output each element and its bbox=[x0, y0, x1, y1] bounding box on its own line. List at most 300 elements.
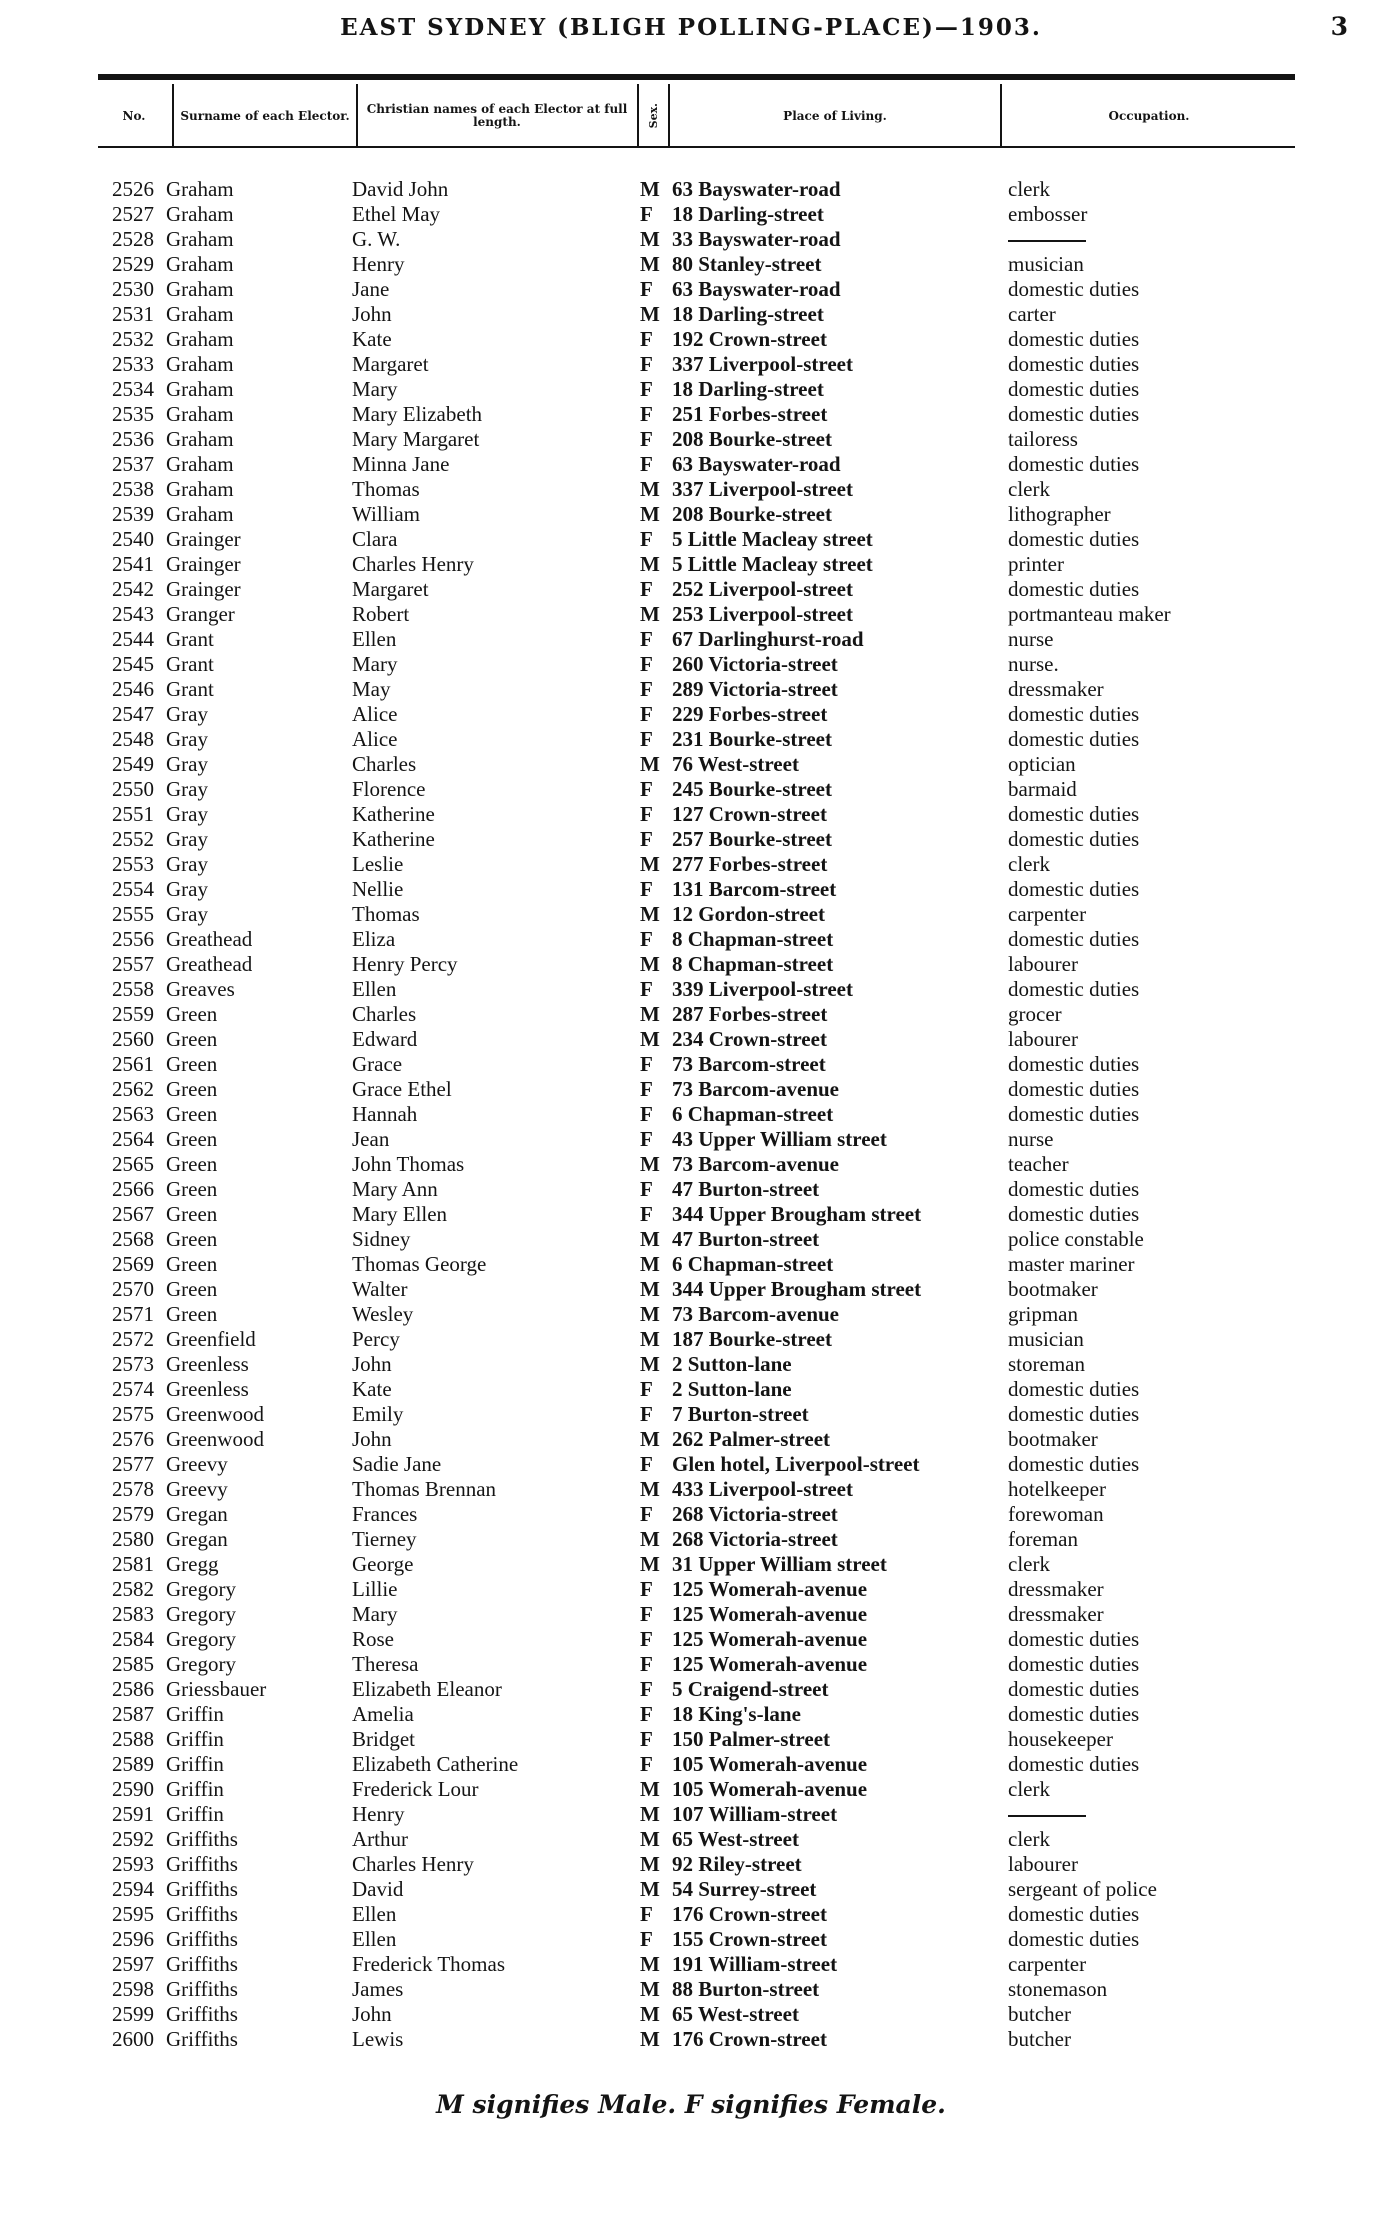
elector-sex: F bbox=[640, 452, 653, 476]
elector-place-of-living: 234 Crown-street bbox=[672, 1027, 827, 1051]
elector-sex: M bbox=[640, 502, 660, 526]
table-row bbox=[0, 1677, 1382, 1702]
elector-occupation: domestic duties bbox=[1008, 727, 1140, 751]
elector-surname: Green bbox=[166, 1227, 218, 1251]
elector-christian-names: Frederick Thomas bbox=[352, 1952, 505, 1976]
elector-occupation: foreman bbox=[1008, 1527, 1078, 1551]
elector-christian-names: Jean bbox=[352, 1127, 390, 1151]
elector-surname: Grant bbox=[166, 627, 214, 651]
elector-number: 2534 bbox=[112, 377, 154, 401]
table-row bbox=[0, 977, 1382, 1002]
elector-surname: Graham bbox=[166, 327, 234, 351]
elector-christian-names: Leslie bbox=[352, 852, 404, 876]
table-row bbox=[0, 1052, 1382, 1077]
elector-christian-names: Henry bbox=[352, 252, 405, 276]
elector-number: 2563 bbox=[112, 1102, 154, 1126]
elector-number: 2594 bbox=[112, 1877, 154, 1901]
elector-surname: Gregory bbox=[166, 1627, 236, 1651]
elector-sex: F bbox=[640, 327, 653, 351]
elector-sex: F bbox=[640, 1127, 653, 1151]
elector-sex: M bbox=[640, 1427, 660, 1451]
table-row bbox=[0, 1427, 1382, 1452]
elector-number: 2531 bbox=[112, 302, 154, 326]
elector-christian-names: Ethel May bbox=[352, 202, 441, 226]
table-row bbox=[0, 952, 1382, 977]
table-row bbox=[0, 802, 1382, 827]
header-bottom-rule bbox=[98, 146, 1295, 148]
table-row bbox=[0, 1877, 1382, 1902]
elector-occupation: dressmaker bbox=[1008, 1602, 1104, 1626]
elector-surname: Gregory bbox=[166, 1577, 236, 1601]
table-row bbox=[0, 752, 1382, 777]
elector-christian-names: Thomas George bbox=[352, 1252, 487, 1276]
elector-surname: Greenless bbox=[166, 1377, 249, 1401]
elector-christian-names: Nellie bbox=[352, 877, 404, 901]
elector-number: 2548 bbox=[112, 727, 154, 751]
elector-christian-names: William bbox=[352, 502, 420, 526]
elector-christian-names: Mary Ann bbox=[352, 1177, 438, 1201]
table-row bbox=[0, 452, 1382, 477]
elector-place-of-living: 65 West-street bbox=[672, 2002, 799, 2026]
elector-number: 2587 bbox=[112, 1702, 154, 1726]
elector-surname: Graham bbox=[166, 227, 234, 251]
elector-christian-names: Ellen bbox=[352, 627, 397, 651]
elector-number: 2555 bbox=[112, 902, 154, 926]
elector-place-of-living: 31 Upper William street bbox=[672, 1552, 887, 1576]
column-header-place: Place of Living. bbox=[783, 108, 887, 123]
elector-number: 2589 bbox=[112, 1752, 154, 1776]
elector-occupation: domestic duties bbox=[1008, 352, 1140, 376]
elector-number: 2564 bbox=[112, 1127, 154, 1151]
elector-christian-names: Charles Henry bbox=[352, 552, 474, 576]
elector-place-of-living: 63 Bayswater-road bbox=[672, 177, 841, 201]
elector-surname: Graham bbox=[166, 252, 234, 276]
elector-surname: Gray bbox=[166, 727, 208, 751]
elector-number: 2583 bbox=[112, 1602, 154, 1626]
elector-sex: F bbox=[640, 427, 653, 451]
elector-christian-names: Walter bbox=[352, 1277, 408, 1301]
table-row bbox=[0, 1077, 1382, 1102]
elector-number: 2590 bbox=[112, 1777, 154, 1801]
elector-surname: Gray bbox=[166, 852, 208, 876]
elector-number: 2554 bbox=[112, 877, 154, 901]
elector-place-of-living: 245 Bourke-street bbox=[672, 777, 832, 801]
elector-occupation: carter bbox=[1008, 302, 1056, 326]
elector-sex: M bbox=[640, 1227, 660, 1251]
elector-number: 2536 bbox=[112, 427, 154, 451]
elector-place-of-living: 6 Chapman-street bbox=[672, 1252, 834, 1276]
table-row bbox=[0, 1452, 1382, 1477]
elector-number: 2551 bbox=[112, 802, 154, 826]
table-row bbox=[0, 877, 1382, 902]
elector-christian-names: Mary Margaret bbox=[352, 427, 480, 451]
elector-place-of-living: 252 Liverpool-street bbox=[672, 577, 853, 601]
elector-occupation: domestic duties bbox=[1008, 1902, 1140, 1926]
elector-christian-names: Mary bbox=[352, 1602, 398, 1626]
elector-christian-names: Bridget bbox=[352, 1727, 415, 1751]
elector-surname: Griffiths bbox=[166, 1952, 238, 1976]
elector-christian-names: Lewis bbox=[352, 2027, 404, 2051]
elector-occupation: domestic duties bbox=[1008, 1752, 1140, 1776]
elector-sex: F bbox=[640, 1752, 653, 1776]
elector-sex: M bbox=[640, 252, 660, 276]
elector-christian-names: Eliza bbox=[352, 927, 396, 951]
elector-christian-names: Frances bbox=[352, 1502, 418, 1526]
elector-number: 2529 bbox=[112, 252, 154, 276]
elector-number: 2567 bbox=[112, 1202, 154, 1226]
elector-occupation: bootmaker bbox=[1008, 1277, 1098, 1301]
elector-place-of-living: 192 Crown-street bbox=[672, 327, 827, 351]
elector-sex: F bbox=[640, 802, 653, 826]
elector-number: 2543 bbox=[112, 602, 154, 626]
elector-place-of-living: 2 Sutton-lane bbox=[672, 1352, 792, 1376]
table-row bbox=[0, 227, 1382, 252]
elector-occupation: barmaid bbox=[1008, 777, 1077, 801]
elector-number: 2598 bbox=[112, 1977, 154, 2001]
elector-place-of-living: 251 Forbes-street bbox=[672, 402, 828, 426]
elector-occupation: musician bbox=[1008, 252, 1084, 276]
table-row bbox=[0, 1127, 1382, 1152]
elector-number: 2576 bbox=[112, 1427, 154, 1451]
elector-surname: Griessbauer bbox=[166, 1677, 267, 1701]
elector-number: 2582 bbox=[112, 1577, 154, 1601]
table-row bbox=[0, 277, 1382, 302]
elector-number: 2538 bbox=[112, 477, 154, 501]
table-row bbox=[0, 1527, 1382, 1552]
elector-surname: Gray bbox=[166, 877, 208, 901]
elector-place-of-living: 63 Bayswater-road bbox=[672, 277, 841, 301]
elector-christian-names: Katherine bbox=[352, 827, 435, 851]
elector-surname: Graham bbox=[166, 352, 234, 376]
elector-sex: F bbox=[640, 1652, 653, 1676]
table-row bbox=[0, 652, 1382, 677]
elector-sex: M bbox=[640, 177, 660, 201]
elector-surname: Gray bbox=[166, 802, 208, 826]
elector-place-of-living: 268 Victoria-street bbox=[672, 1502, 838, 1526]
elector-sex: F bbox=[640, 1502, 653, 1526]
header-top-rule bbox=[98, 74, 1295, 80]
elector-christian-names: John bbox=[352, 1352, 392, 1376]
elector-christian-names: Charles bbox=[352, 1002, 417, 1026]
table-row bbox=[0, 1152, 1382, 1177]
elector-occupation: domestic duties bbox=[1008, 1927, 1140, 1951]
elector-sex: F bbox=[640, 1727, 653, 1751]
elector-christian-names: Henry Percy bbox=[352, 952, 458, 976]
table-row bbox=[0, 1327, 1382, 1352]
elector-place-of-living: 433 Liverpool-street bbox=[672, 1477, 853, 1501]
elector-surname: Graham bbox=[166, 502, 234, 526]
elector-sex: M bbox=[640, 1252, 660, 1276]
elector-sex: F bbox=[640, 1377, 653, 1401]
elector-place-of-living: 18 Darling-street bbox=[672, 202, 824, 226]
elector-surname: Graham bbox=[166, 202, 234, 226]
table-row bbox=[0, 1377, 1382, 1402]
elector-christian-names: Ellen bbox=[352, 977, 397, 1001]
elector-occupation bbox=[1008, 227, 1086, 252]
elector-occupation: labourer bbox=[1008, 952, 1078, 976]
elector-occupation: grocer bbox=[1008, 1002, 1062, 1026]
table-row bbox=[0, 1652, 1382, 1677]
elector-sex: M bbox=[640, 227, 660, 251]
elector-surname: Griffin bbox=[166, 1727, 224, 1751]
elector-christian-names: Jane bbox=[352, 277, 390, 301]
elector-christian-names: Mary Elizabeth bbox=[352, 402, 483, 426]
column-header-no: No. bbox=[122, 108, 146, 123]
elector-place-of-living: 339 Liverpool-street bbox=[672, 977, 853, 1001]
table-row bbox=[0, 1302, 1382, 1327]
elector-christian-names: Amelia bbox=[352, 1702, 414, 1726]
elector-surname: Gregg bbox=[166, 1552, 219, 1576]
elector-surname: Gray bbox=[166, 702, 208, 726]
elector-surname: Granger bbox=[166, 602, 235, 626]
elector-place-of-living: 18 Darling-street bbox=[672, 377, 824, 401]
table-row bbox=[0, 577, 1382, 602]
elector-occupation: domestic duties bbox=[1008, 1627, 1140, 1651]
elector-occupation: domestic duties bbox=[1008, 377, 1140, 401]
elector-sex: F bbox=[640, 1402, 653, 1426]
elector-christian-names: Hannah bbox=[352, 1102, 418, 1126]
elector-sex: M bbox=[640, 1802, 660, 1826]
page-number: 3 bbox=[1330, 12, 1348, 41]
elector-number: 2557 bbox=[112, 952, 154, 976]
table-row bbox=[0, 1277, 1382, 1302]
elector-occupation: teacher bbox=[1008, 1152, 1069, 1176]
elector-place-of-living: 125 Womerah-avenue bbox=[672, 1627, 868, 1651]
elector-christian-names: Alice bbox=[352, 727, 398, 751]
elector-surname: Gray bbox=[166, 827, 208, 851]
elector-place-of-living: 231 Bourke-street bbox=[672, 727, 832, 751]
elector-christian-names: John bbox=[352, 2002, 392, 2026]
table-row bbox=[0, 852, 1382, 877]
elector-surname: Gray bbox=[166, 777, 208, 801]
elector-christian-names: Thomas bbox=[352, 477, 420, 501]
elector-place-of-living: 5 Little Macleay street bbox=[672, 527, 873, 551]
elector-place-of-living: 92 Riley-street bbox=[672, 1852, 802, 1876]
elector-number: 2540 bbox=[112, 527, 154, 551]
elector-christian-names: Florence bbox=[352, 777, 426, 801]
table-row bbox=[0, 527, 1382, 552]
elector-occupation: portmanteau maker bbox=[1008, 602, 1171, 626]
elector-surname: Greathead bbox=[166, 952, 253, 976]
elector-place-of-living: 337 Liverpool-street bbox=[672, 352, 853, 376]
elector-sex: F bbox=[640, 927, 653, 951]
elector-christian-names: Katherine bbox=[352, 802, 435, 826]
table-row bbox=[0, 1552, 1382, 1577]
elector-place-of-living: 76 West-street bbox=[672, 752, 799, 776]
elector-christian-names: Margaret bbox=[352, 577, 429, 601]
elector-sex: F bbox=[640, 777, 653, 801]
elector-place-of-living: 337 Liverpool-street bbox=[672, 477, 853, 501]
elector-number: 2571 bbox=[112, 1302, 154, 1326]
elector-occupation: musician bbox=[1008, 1327, 1084, 1351]
table-row bbox=[0, 1902, 1382, 1927]
elector-christian-names: John bbox=[352, 1427, 392, 1451]
elector-christian-names: George bbox=[352, 1552, 414, 1576]
elector-place-of-living: 191 William-street bbox=[672, 1952, 838, 1976]
elector-place-of-living: 208 Bourke-street bbox=[672, 502, 832, 526]
elector-surname: Green bbox=[166, 1102, 218, 1126]
table-row bbox=[0, 1027, 1382, 1052]
elector-place-of-living: 260 Victoria-street bbox=[672, 652, 838, 676]
elector-sex: F bbox=[640, 402, 653, 426]
table-row bbox=[0, 2027, 1382, 2052]
table-row bbox=[0, 1927, 1382, 1952]
elector-sex: F bbox=[640, 527, 653, 551]
elector-place-of-living: 33 Bayswater-road bbox=[672, 227, 841, 251]
elector-surname: Greenless bbox=[166, 1352, 249, 1376]
elector-occupation: lithographer bbox=[1008, 502, 1111, 526]
elector-sex: M bbox=[640, 902, 660, 926]
elector-surname: Grainger bbox=[166, 577, 241, 601]
elector-surname: Grant bbox=[166, 677, 214, 701]
elector-number: 2577 bbox=[112, 1452, 154, 1476]
elector-occupation: printer bbox=[1008, 552, 1064, 576]
elector-sex: F bbox=[640, 1902, 653, 1926]
elector-number: 2537 bbox=[112, 452, 154, 476]
elector-place-of-living: 88 Burton-street bbox=[672, 1977, 820, 2001]
elector-place-of-living: 344 Upper Brougham street bbox=[672, 1277, 922, 1301]
elector-number: 2559 bbox=[112, 1002, 154, 1026]
elector-occupation: nurse. bbox=[1008, 652, 1059, 676]
elector-christian-names: David bbox=[352, 1877, 404, 1901]
elector-surname: Graham bbox=[166, 177, 234, 201]
elector-occupation: domestic duties bbox=[1008, 1652, 1140, 1676]
elector-number: 2593 bbox=[112, 1852, 154, 1876]
elector-place-of-living: 277 Forbes-street bbox=[672, 852, 828, 876]
elector-sex: F bbox=[640, 1927, 653, 1951]
elector-number: 2549 bbox=[112, 752, 154, 776]
elector-christian-names: Elizabeth Catherine bbox=[352, 1752, 519, 1776]
table-row bbox=[0, 1202, 1382, 1227]
elector-number: 2556 bbox=[112, 927, 154, 951]
elector-sex: F bbox=[640, 1677, 653, 1701]
elector-christian-names: Mary bbox=[352, 652, 398, 676]
elector-christian-names: Ellen bbox=[352, 1902, 397, 1926]
elector-christian-names: Ellen bbox=[352, 1927, 397, 1951]
table-row bbox=[0, 1102, 1382, 1127]
table-row bbox=[0, 1577, 1382, 1602]
elector-occupation: domestic duties bbox=[1008, 1202, 1140, 1226]
elector-occupation: domestic duties bbox=[1008, 1402, 1140, 1426]
elector-number: 2575 bbox=[112, 1402, 154, 1426]
elector-place-of-living: 67 Darlinghurst-road bbox=[672, 627, 864, 651]
elector-occupation: clerk bbox=[1008, 477, 1050, 501]
elector-sex: F bbox=[640, 1452, 653, 1476]
table-row bbox=[0, 427, 1382, 452]
elector-surname: Greathead bbox=[166, 927, 253, 951]
elector-occupation: storeman bbox=[1008, 1352, 1085, 1376]
elector-sex: F bbox=[640, 827, 653, 851]
elector-place-of-living: 12 Gordon-street bbox=[672, 902, 825, 926]
elector-occupation: tailoress bbox=[1008, 427, 1078, 451]
column-separator bbox=[1000, 84, 1002, 146]
elector-sex: F bbox=[640, 677, 653, 701]
elector-surname: Green bbox=[166, 1252, 218, 1276]
elector-number: 2528 bbox=[112, 227, 154, 251]
elector-occupation: bootmaker bbox=[1008, 1427, 1098, 1451]
elector-sex: M bbox=[640, 1977, 660, 2001]
elector-christian-names: John Thomas bbox=[352, 1152, 465, 1176]
elector-surname: Graham bbox=[166, 377, 234, 401]
elector-surname: Griffin bbox=[166, 1777, 224, 1801]
blank-occupation-dash bbox=[1008, 240, 1086, 242]
elector-number: 2545 bbox=[112, 652, 154, 676]
elector-sex: F bbox=[640, 977, 653, 1001]
elector-place-of-living: 6 Chapman-street bbox=[672, 1102, 834, 1126]
elector-occupation: domestic duties bbox=[1008, 1177, 1140, 1201]
elector-occupation bbox=[1008, 1802, 1086, 1827]
elector-number: 2591 bbox=[112, 1802, 154, 1826]
elector-number: 2560 bbox=[112, 1027, 154, 1051]
elector-place-of-living: 105 Womerah-avenue bbox=[672, 1777, 868, 1801]
elector-occupation: carpenter bbox=[1008, 902, 1087, 926]
elector-occupation: dressmaker bbox=[1008, 1577, 1104, 1601]
elector-number: 2552 bbox=[112, 827, 154, 851]
elector-place-of-living: 176 Crown-street bbox=[672, 2027, 827, 2051]
elector-place-of-living: 47 Burton-street bbox=[672, 1227, 820, 1251]
table-row bbox=[0, 1502, 1382, 1527]
elector-place-of-living: 8 Chapman-street bbox=[672, 952, 834, 976]
elector-surname: Gregan bbox=[166, 1527, 228, 1551]
elector-place-of-living: 43 Upper William street bbox=[672, 1127, 887, 1151]
table-row bbox=[0, 902, 1382, 927]
table-row bbox=[0, 1777, 1382, 1802]
elector-number: 2558 bbox=[112, 977, 154, 1001]
elector-number: 2544 bbox=[112, 627, 154, 651]
table-row bbox=[0, 352, 1382, 377]
blank-occupation-dash bbox=[1008, 1815, 1086, 1817]
elector-occupation: hotelkeeper bbox=[1008, 1477, 1106, 1501]
elector-number: 2580 bbox=[112, 1527, 154, 1551]
electors-list bbox=[0, 177, 1382, 2052]
elector-sex: M bbox=[640, 1002, 660, 1026]
elector-surname: Griffin bbox=[166, 1702, 224, 1726]
table-row bbox=[0, 252, 1382, 277]
elector-number: 2547 bbox=[112, 702, 154, 726]
elector-occupation: butcher bbox=[1008, 2027, 1071, 2051]
table-row bbox=[0, 1252, 1382, 1277]
elector-surname: Graham bbox=[166, 402, 234, 426]
table-row bbox=[0, 202, 1382, 227]
elector-surname: Greenwood bbox=[166, 1427, 264, 1451]
table-row bbox=[0, 1702, 1382, 1727]
elector-place-of-living: 18 Darling-street bbox=[672, 302, 824, 326]
table-row bbox=[0, 1977, 1382, 2002]
elector-sex: M bbox=[640, 1327, 660, 1351]
elector-number: 2561 bbox=[112, 1052, 154, 1076]
elector-surname: Griffin bbox=[166, 1802, 224, 1826]
elector-place-of-living: 73 Barcom-street bbox=[672, 1052, 826, 1076]
elector-sex: F bbox=[640, 1202, 653, 1226]
elector-surname: Green bbox=[166, 1152, 218, 1176]
elector-place-of-living: 105 Womerah-avenue bbox=[672, 1752, 868, 1776]
elector-occupation: nurse bbox=[1008, 1127, 1054, 1151]
elector-place-of-living: 127 Crown-street bbox=[672, 802, 827, 826]
elector-sex: F bbox=[640, 652, 653, 676]
elector-place-of-living: 187 Bourke-street bbox=[672, 1327, 832, 1351]
elector-christian-names: Grace bbox=[352, 1052, 403, 1076]
elector-christian-names: Frederick Lour bbox=[352, 1777, 479, 1801]
elector-occupation: domestic duties bbox=[1008, 402, 1140, 426]
elector-number: 2550 bbox=[112, 777, 154, 801]
elector-christian-names: Grace Ethel bbox=[352, 1077, 452, 1101]
elector-christian-names: G. W. bbox=[352, 227, 401, 251]
elector-sex: M bbox=[640, 1477, 660, 1501]
elector-surname: Griffiths bbox=[166, 1902, 238, 1926]
elector-sex: F bbox=[640, 277, 653, 301]
table-row bbox=[0, 1827, 1382, 1852]
elector-occupation: gripman bbox=[1008, 1302, 1078, 1326]
